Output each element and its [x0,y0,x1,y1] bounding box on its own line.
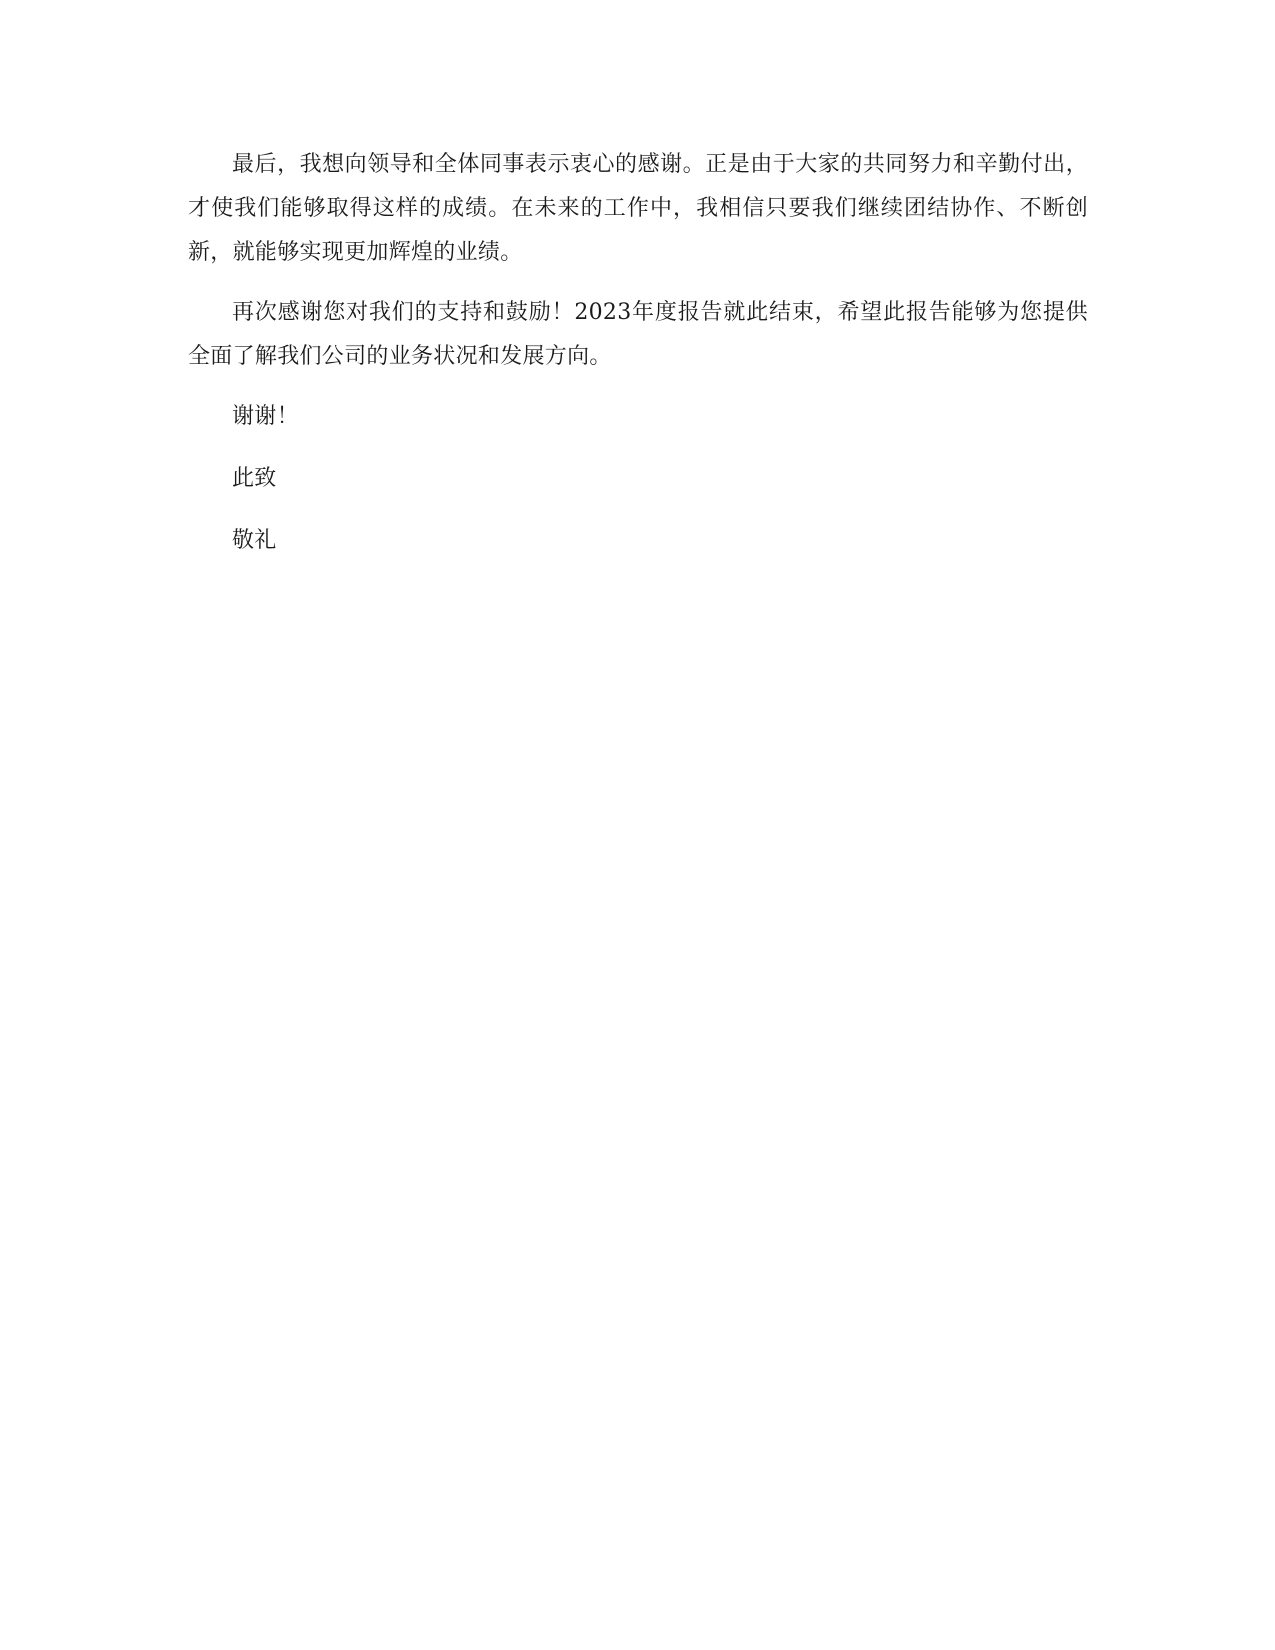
closing-salutation-1: 此致 [232,466,277,491]
paragraph-gratitude: 最后，我想向领导和全体同事表示衷心的感谢。正是由于大家的共同努力和辛勤付出，才使我们能够取得这样的成绩。在未来的工作中，我相信只要我们继续团结协作、不断创新，就能够实现更加辉煌的业绩。 [188,152,1088,265]
paragraph-closing-remarks: 再次感谢您对我们的支持和鼓励！2023年度报告就此结束，希望此报告能够为您提供全面了解我们公司的业务状况和发展方向。 [188,300,1088,369]
thanks-line: 谢谢！ [232,404,299,429]
closing-salutation-2: 敬礼 [232,528,277,553]
document-body [188,143,1088,563]
